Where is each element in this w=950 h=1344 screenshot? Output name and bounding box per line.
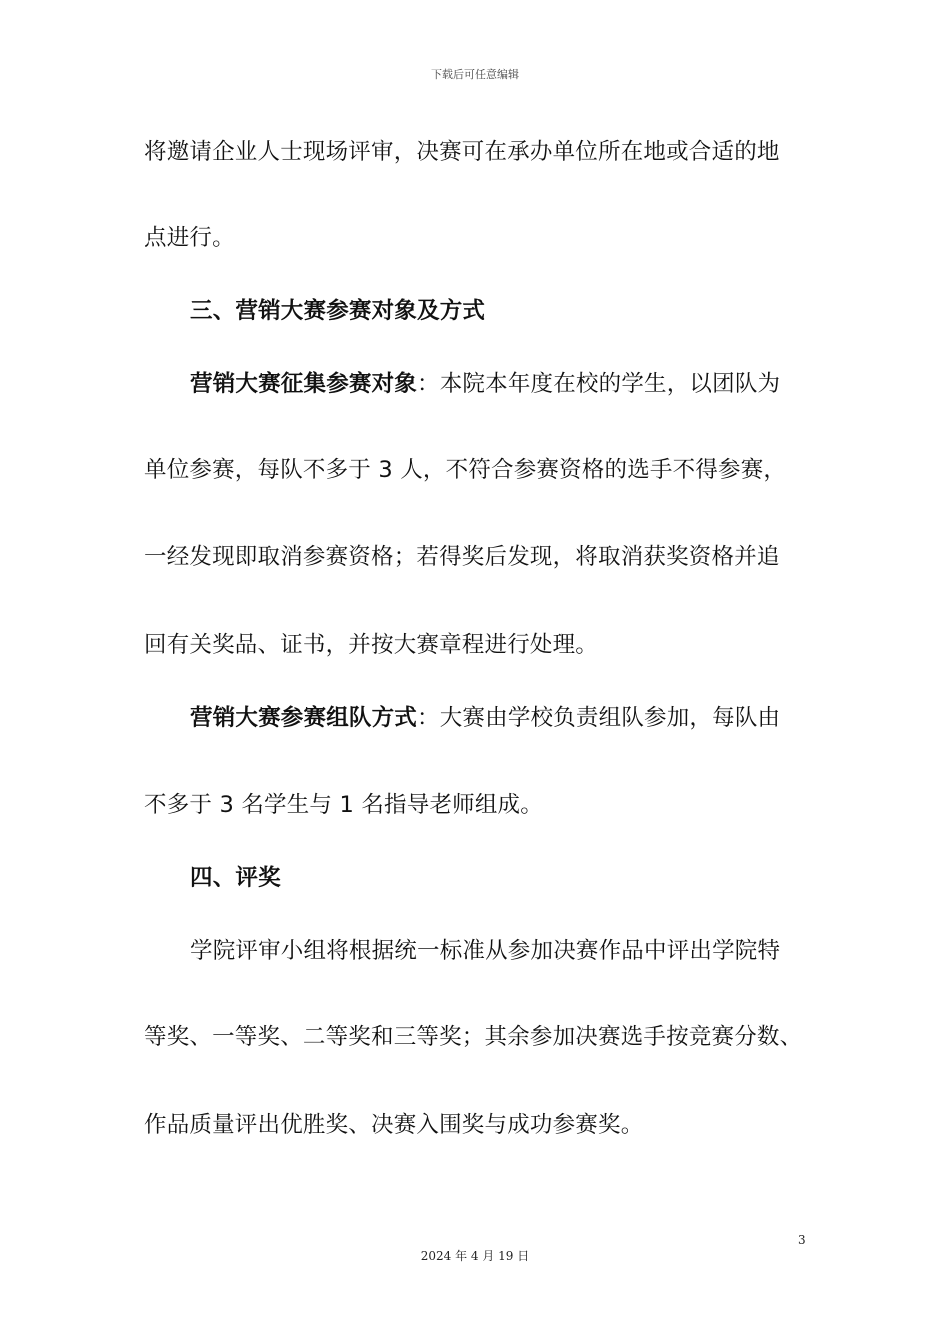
paragraph-line: 单位参赛，每队不多于 3 人，不符合参赛资格的选手不得参赛， — [144, 457, 787, 483]
paragraph-line: 不多于 3 名学生与 1 名指导老师组成。 — [144, 792, 543, 818]
term-label: 营销大赛参赛组队方式 — [190, 705, 418, 731]
paragraph-line: 学院评审小组将根据统一标准从参加决赛作品中评出学院特 — [190, 938, 781, 964]
section-heading-3: 三、营销大赛参赛对象及方式 — [190, 298, 486, 324]
paragraph-line: 一经发现即取消参赛资格；若得奖后发现，将取消获奖资格并追 — [144, 544, 780, 570]
term-colon: ： — [417, 705, 440, 731]
page-header: 下载后可任意编辑 — [431, 68, 519, 81]
paragraph-line: 点进行。 — [144, 225, 235, 251]
footer-date: 2024 年 4 月 19 日 — [420, 1249, 530, 1263]
paragraph-line — [190, 369, 780, 399]
paragraph-text: 本院本年度在校的学生，以团队为 — [439, 371, 781, 397]
paragraph-line: 回有关奖品、证书，并按大赛章程进行处理。 — [144, 632, 599, 658]
paragraph-line: 等奖、一等奖、二等奖和三等奖；其余参加决赛选手按竞赛分数、 — [144, 1024, 803, 1050]
term-colon: ： — [417, 371, 440, 397]
paragraph-line: 作品质量评出优胜奖、决赛入围奖与成功参赛奖。 — [144, 1112, 644, 1138]
paragraph-text: 大赛由学校负责组队参加，每队由 — [439, 705, 781, 731]
page-number: 3 — [798, 1233, 806, 1247]
term-label: 营销大赛征集参赛对象 — [190, 371, 418, 397]
paragraph-line — [190, 703, 780, 733]
paragraph-line: 将邀请企业人士现场评审，决赛可在承办单位所在地或合适的地 — [144, 139, 780, 165]
section-heading-4: 四、评奖 — [190, 865, 281, 891]
